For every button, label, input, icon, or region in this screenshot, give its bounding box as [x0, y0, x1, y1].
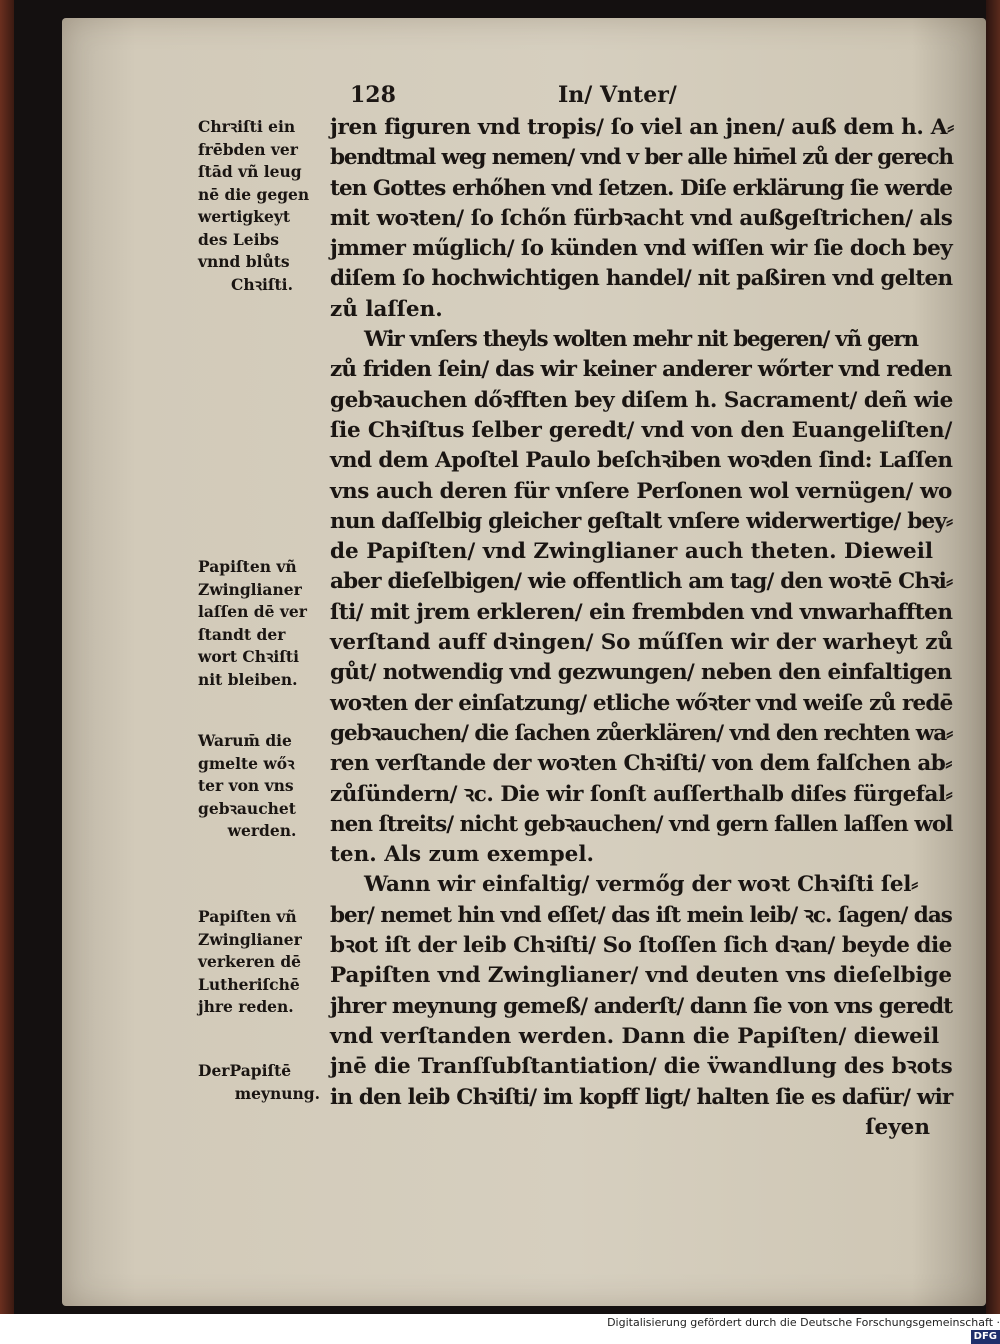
margin-line: vnnd blůts	[198, 252, 290, 271]
text-line: mit woꝛten/ ſo ſchőn fürbꝛacht vnd außgeſtrichen/ als	[330, 205, 953, 231]
margin-note-2	[198, 556, 326, 691]
margin-line: Chꝛiſti.	[231, 274, 293, 294]
text-line: nun daſſelbig gleicher geſtalt vnſere widerwertige/ bey⸗	[330, 508, 953, 534]
margin-line: wertigkeyt	[198, 207, 291, 226]
book-edge-left	[0, 0, 14, 1314]
text-line: de Papiſten/ vnd Zwinglianer auch theten. Dieweil	[330, 539, 934, 565]
margin-note-4	[198, 906, 326, 1019]
text-line: woꝛten der einſatzung/ etliche wőꝛter vnd weiſe zů redē	[330, 690, 953, 716]
margin-note-5	[198, 1060, 326, 1105]
text-line: ten. Als zum exempel.	[330, 842, 595, 868]
body-text	[330, 113, 952, 1143]
text-line: bendtmal weg nemen/ vnd v ber alle him̄el zů der gerech	[330, 145, 953, 171]
book-edge-right	[986, 0, 1000, 1314]
margin-line: gebꝛauchet	[198, 798, 296, 818]
text-line: nen ſtreits/ nicht gebꝛauchen/ vnd gern fallen laſſen wol	[330, 811, 953, 837]
text-line: vnd dem Apoſtel Paulo beſchꝛiben woꝛden ſind: Laſſen	[330, 448, 953, 474]
margin-line: DerPapiſtē	[198, 1061, 292, 1080]
margin-note-3	[198, 730, 326, 843]
margin-note-1	[198, 116, 326, 296]
margin-line: Warum̄ die	[198, 731, 292, 750]
text-line: diſem ſo hochwichtigen handel/ nit paßiren vnd gelten	[330, 266, 953, 292]
text-line: jmmer műglich/ ſo künden vnd wiſſen wir ſie doch bey	[330, 236, 953, 262]
text-line: ſti/ mit jrem erkleren/ ein frembden vnd vnwarhafften	[330, 599, 953, 625]
text-line: ſie Chꝛiſtus ſelber geredt/ vnd von den Euangeliſten/	[330, 417, 953, 443]
running-header	[330, 82, 970, 112]
margin-line: meynung.	[234, 1083, 320, 1103]
text-line: ten Gottes erhőhen vnd ſetzen. Diſe erklärung ſie werde	[330, 175, 953, 201]
margin-line: ter von vns	[198, 776, 294, 795]
margin-line: Lutheriſchē	[198, 974, 300, 994]
text-line: jren figuren vnd tropis/ ſo viel an jnen/ auß dem h. A⸗	[330, 115, 954, 140]
margin-line: nit bleiben.	[198, 669, 298, 689]
margin-line: frēbden ver	[198, 139, 298, 159]
text-line: aber dieſelbigen/ wie offentlich am tag/ den woꝛtē Chꝛi⸗	[330, 569, 953, 595]
text-line: jhrer meynung gemeß/ anderſt/ dann ſie von vns geredt	[330, 993, 953, 1019]
running-title: In/ Vnter/	[558, 82, 677, 108]
text-line: ren verſtande der woꝛten Chꝛiſti/ von dem falſchen ab⸗	[330, 751, 952, 777]
margin-line: Zwinglianer	[198, 929, 302, 949]
text-line: vns auch deren für vnſere Perſonen wol vernügen/ wo	[330, 478, 952, 504]
text-line: zů friden ſein/ das wir keiner anderer wőrter vnd reden	[330, 357, 952, 383]
margin-line: ſtandt der	[198, 624, 286, 644]
margin-line: gmelte wőꝛ	[198, 753, 295, 773]
margin-line: werden.	[227, 821, 297, 840]
text-line: bꝛot iſt der leib Chꝛiſti/ So ſtoſſen ſich dꝛan/ beyde die	[330, 933, 952, 959]
margin-line: verkeren dē	[198, 952, 302, 971]
margin-line: wort Chꝛiſti	[198, 647, 299, 666]
text-line: ber/ nemet hin vnd eſſet/ das iſt mein leib/ ꝛc. ſagen/ das	[330, 902, 952, 928]
catchword: ſeyen	[865, 1114, 930, 1140]
text-line: vnd verſtanden werden. Dann die Papiſten/ dieweil	[330, 1023, 940, 1049]
margin-line: laſſen dē ver	[198, 602, 307, 621]
margin-line: Papiſten vñ	[198, 907, 297, 926]
text-line: Wann wir einfaltig/ vermőg der woꝛt Chꝛiſti ſel⸗	[364, 872, 919, 898]
text-line: in den leib Chꝛiſti/ im kopff ligt/ halten ſie es dafür/ wir	[330, 1084, 953, 1110]
text-line: Papiſten vnd Zwinglianer/ vnd deuten vns dieſelbige	[330, 963, 952, 989]
margin-line: Zwinglianer	[198, 579, 302, 599]
credit-text: Digitalisierung gefördert durch die Deutsche Forschungsgemeinschaft ·	[607, 1316, 1000, 1329]
text-line: jnē die Tranſſubſtantiation/ die v̈wandlung des bꝛots	[330, 1054, 953, 1080]
margin-line: jhre reden.	[198, 997, 294, 1016]
digitization-credit	[600, 1316, 1000, 1342]
text-line: Wir vnſers theyls wolten mehr nit begeren/ vñ gern	[364, 327, 918, 353]
page-number: 128	[350, 82, 396, 108]
margin-line: Papiſten vñ	[198, 557, 297, 576]
text-line: verſtand auff dꝛingen/ So műſſen wir der warheyt zů	[330, 630, 953, 656]
text-line: gebꝛauchen/ die ſachen zůerklären/ vnd den rechten wa⸗	[330, 720, 953, 746]
margin-line: des Leibs	[198, 229, 280, 249]
dfg-logo: DFG	[971, 1330, 1000, 1344]
margin-line: nē die gegen	[198, 184, 310, 204]
margin-line: Chrꝛiſti ein	[198, 117, 296, 136]
text-line: gebꝛauchen dőꝛfften bey diſem h. Sacrament/ deñ wie	[330, 387, 953, 413]
text-line: gůt/ notwendig vnd gezwungen/ neben den einfaltigen	[330, 660, 952, 686]
text-line: zů laſſen.	[330, 296, 443, 322]
margin-line: ſtād vñ leug	[198, 162, 302, 181]
text-line: zůſündern/ ꝛc. Die wir ſonſt auſſerthalb diſes fürgefal⸗	[330, 781, 953, 807]
